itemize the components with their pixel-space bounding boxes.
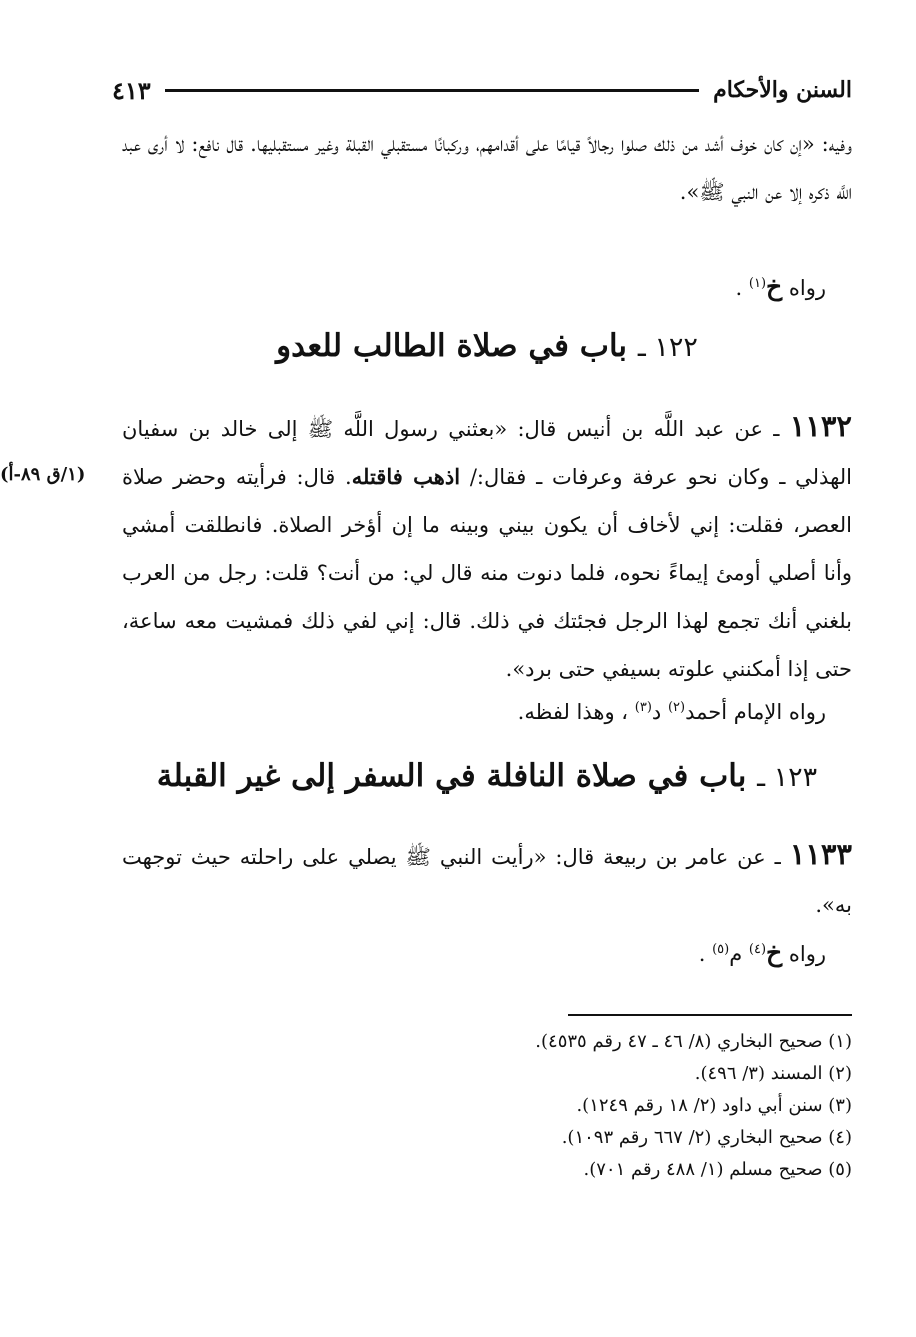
- footnote-item: (٥) صحيح مسلم (١/ ٤٨٨ رقم ٧٠١).: [583, 1159, 852, 1180]
- riwaya-end: .: [698, 942, 706, 966]
- hadith-number: ١١٣٣: [789, 837, 852, 871]
- footnote-ref-1: (١): [748, 276, 767, 291]
- section-heading-122: [122, 328, 852, 364]
- section-heading-123: [122, 758, 852, 794]
- intro-riwaya: [736, 272, 826, 301]
- footnote-item: (٣) سنن أبي داود (٢/ ١٨ رقم ١٢٤٩).: [576, 1095, 852, 1116]
- hadith-1133: [122, 830, 852, 929]
- riwaya-end: ، وهذا لفظه.: [517, 700, 629, 724]
- running-title: السنن والأحكام: [713, 77, 852, 103]
- riwaya-symbol: خ: [766, 272, 783, 301]
- page-number: ٤١٣: [112, 75, 151, 105]
- section-title: باب في صلاة النافلة في السفر إلى غير القبلة: [156, 758, 747, 794]
- riwaya-symbol-1: خ: [766, 938, 783, 967]
- hadith-bold-phrase: اذهب فاقتله: [351, 464, 461, 489]
- footnote-separator: [568, 1014, 852, 1016]
- riwaya-symbol: د: [651, 700, 662, 724]
- hadith-number: ١١٣٢: [789, 409, 852, 443]
- intro-paragraph: [122, 120, 852, 216]
- manuscript-margin-ref: (١/ق ٨٩-أ): [0, 464, 86, 485]
- hadith-text-b: . قال: فرأيته وحضر صلاة العصر، فقلت: إني لأخاف أن يكون بيني وبينه ما إن أؤخر الصلاة. فانطلقت أمشي وأنا أصلي أومئ إيماءً نحوه، فلما دنوت منه قال لي: من أنت؟ قلت: رجل من العرب بلغني أنك تجمع لهذا الرجل فجئتك في ذلك. قال: إني لفي ذلك فمشيت معه ساعة، حتى إذا أمكنني علوته بسيفي حتى برد».: [122, 465, 852, 681]
- header-rule: [165, 89, 699, 92]
- footnote-ref-3: (٣): [634, 700, 652, 715]
- section-number: ١٢٢ ـ: [637, 332, 698, 363]
- hadith-1133-riwaya: [699, 938, 826, 967]
- footnotes: [292, 1026, 852, 1186]
- riwaya-end: .: [735, 276, 743, 300]
- riwaya-prefix: رواه: [788, 276, 826, 300]
- intro-text: وفيه: «إن كان خوف أشد من ذلك صلوا رجالاً قيامًا على أقدامهم، وركبانًا مستقبلي القبلة وغير مستقبليها. قال نافع: لا أرى عبد اللَّه ذكره إلا عن النبي ﷺ».: [122, 132, 852, 204]
- section-title: باب في صلاة الطالب للعدو: [276, 328, 628, 364]
- riwaya-prefix: رواه: [788, 942, 826, 966]
- footnote-item: (٤) صحيح البخاري (٢/ ٦٦٧ رقم ١٠٩٣).: [561, 1127, 852, 1148]
- footnote-item: (٢) المسند (٣/ ٤٩٦).: [694, 1063, 852, 1084]
- hadith-text-a: ـ عن عبد اللَّه بن أنيس قال: «بعثني رسول اللَّه ﷺ إلى خالد بن سفيان الهذلي ـ وكان نحو عرفة وعرفات ـ فقال:/: [122, 417, 852, 489]
- footnote-ref-2: (٢): [667, 700, 686, 715]
- riwaya-symbol-2: م: [729, 942, 743, 966]
- footnote-ref-4: (٤): [748, 942, 767, 957]
- hadith-text: ـ عن عامر بن ربيعة قال: «رأيت النبي ﷺ يصلي على راحلته حيث توجهت به».: [122, 845, 852, 917]
- riwaya-prefix: رواه الإمام أحمد: [685, 700, 826, 724]
- hadith-1132: [122, 402, 852, 693]
- footnote-item: (١) صحيح البخاري (٨/ ٤٦ ـ ٤٧ رقم ٤٥٣٥).: [535, 1031, 852, 1052]
- section-number: ١٢٣ ـ: [757, 762, 818, 793]
- hadith-1132-riwaya: [518, 700, 826, 724]
- footnote-ref-5: (٥): [712, 942, 730, 957]
- page-header: [112, 72, 852, 108]
